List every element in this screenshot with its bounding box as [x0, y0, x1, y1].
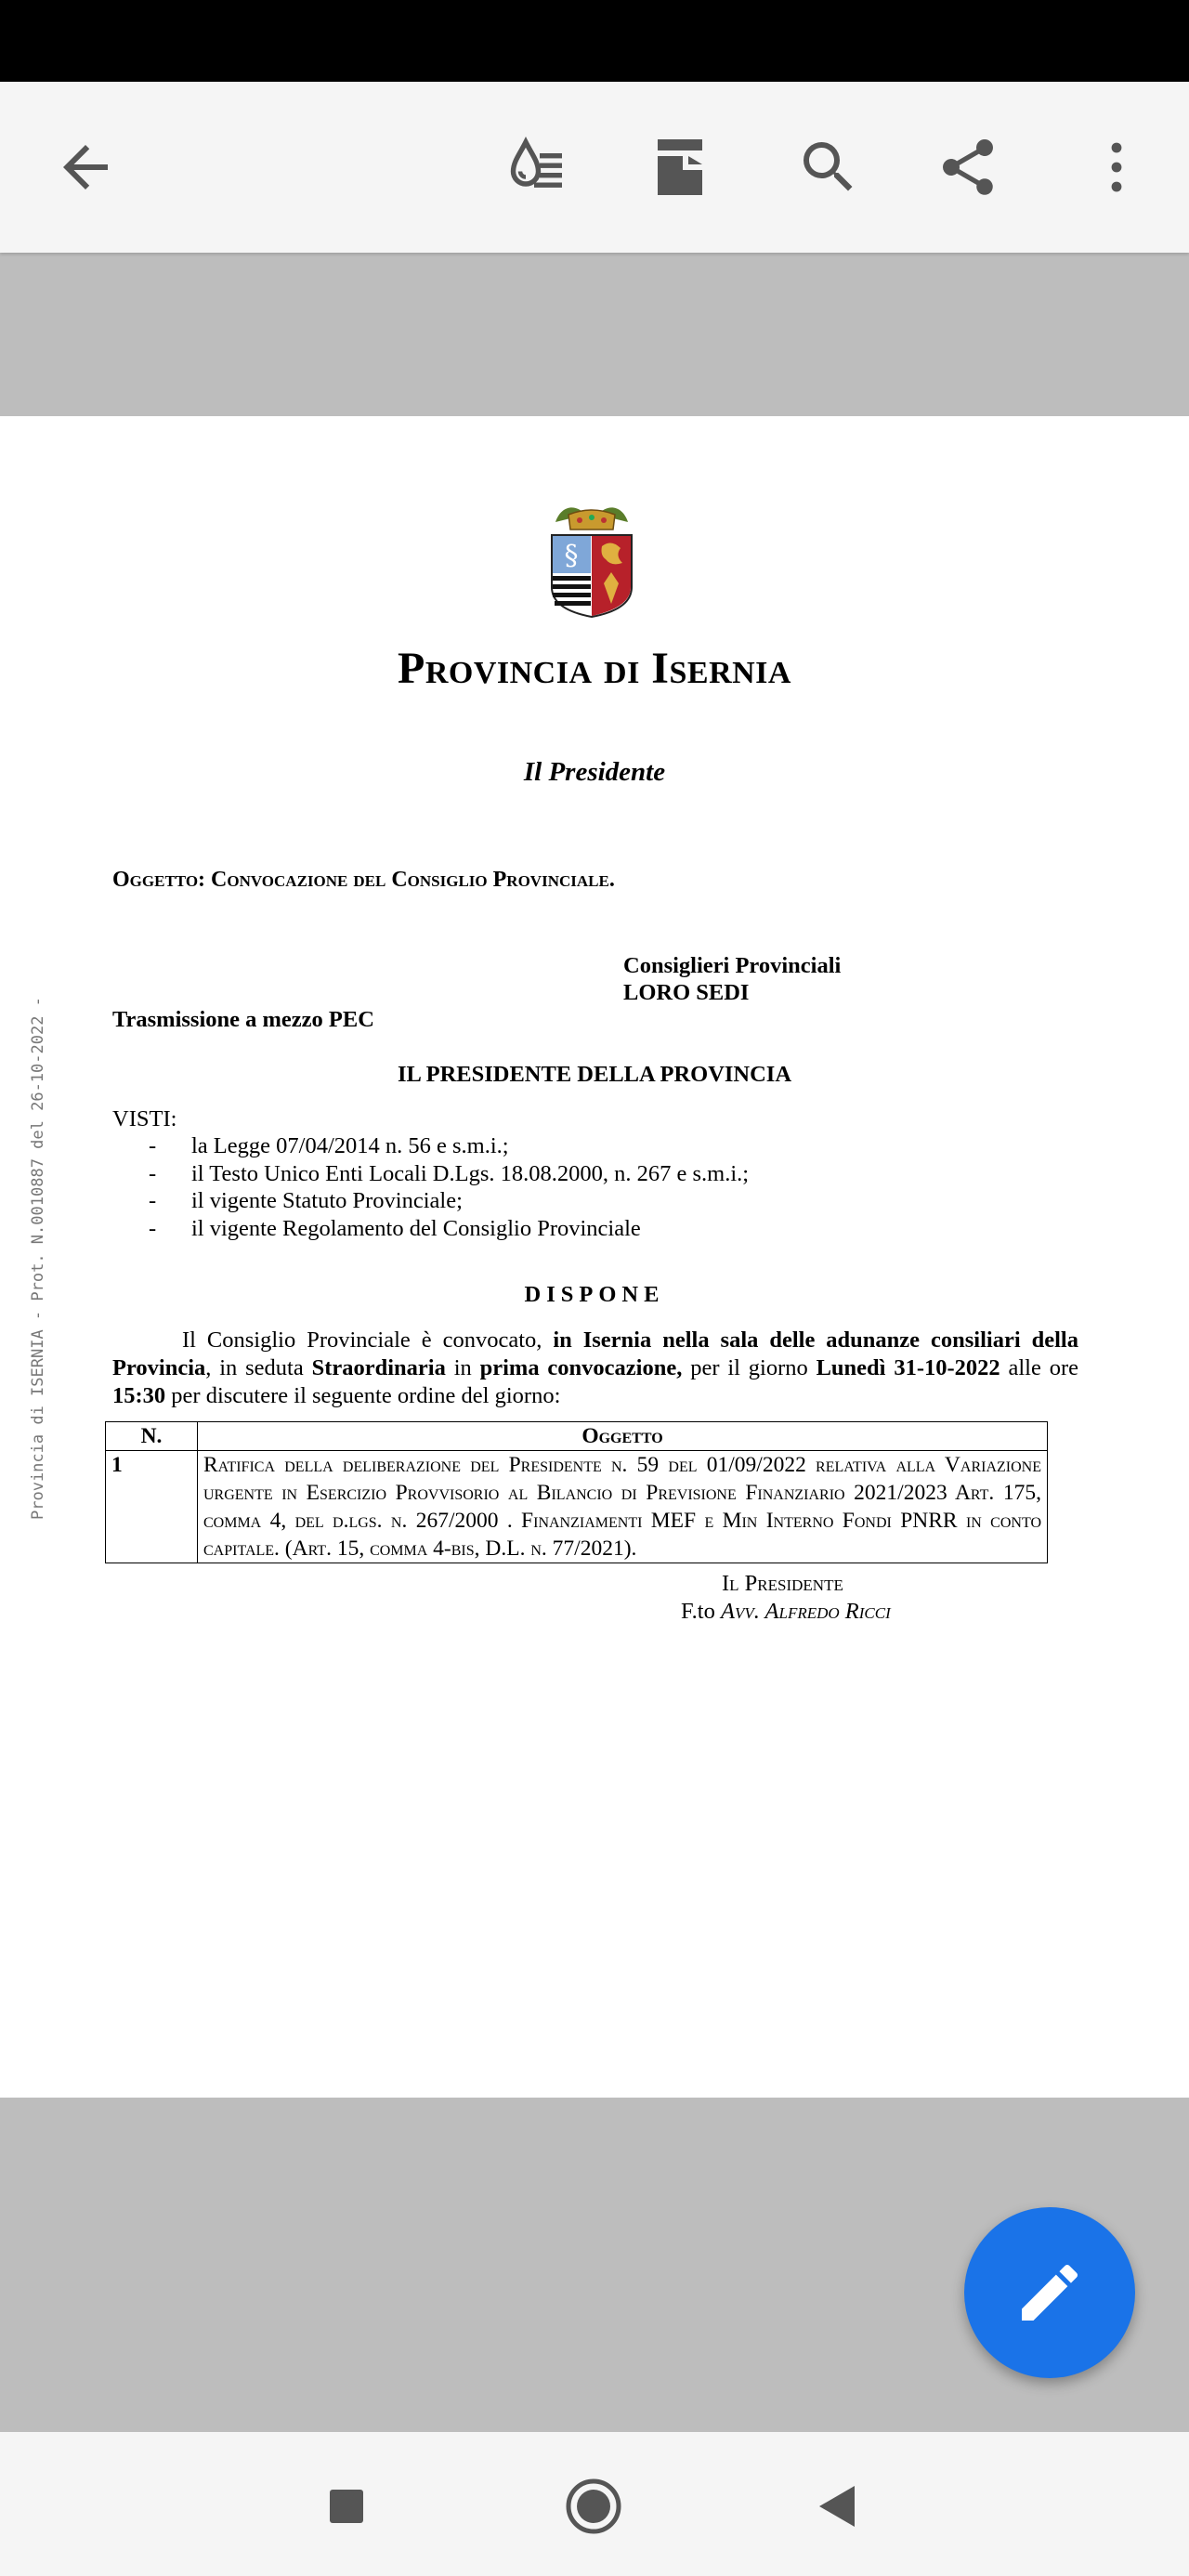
recents-button[interactable]: [305, 2465, 388, 2548]
paragraph-bold: Straordinaria: [311, 1355, 446, 1380]
column-header-subject: Oggetto: [198, 1422, 1048, 1451]
search-button[interactable]: [782, 121, 875, 214]
agenda-item-number: 1: [106, 1451, 198, 1563]
more-options-button[interactable]: [1070, 121, 1163, 214]
signature-name: Avv. Alfredo Ricci: [720, 1599, 891, 1624]
back-button[interactable]: [39, 121, 132, 214]
agenda-item-subject: Ratifica della deliberazione del Presidente n. 59 del 01/09/2022 relativa alla Variazione urgente in Esercizio Provvisorio al Bilancio di Previsione Finanziario 2021/2023 Art. 175, comma 4, del d.lgs. n. 267/2000 . Finanziamenti MEF e Min Interno Fondi PNRR in conto capitale. (Art. 15, comma 4-bis, D.L. n. 77/2021).: [198, 1451, 1048, 1563]
paragraph-text: per discutere il seguente ordine del giorno:: [165, 1383, 561, 1408]
paragraph-bold: 15:30: [112, 1383, 166, 1408]
back-icon: [816, 2484, 858, 2529]
status-bar: [0, 0, 1189, 82]
coat-of-arms-icon: [548, 502, 635, 621]
svg-text:§: §: [564, 540, 579, 572]
list-item: - il Testo Unico Enti Locali D.Lgs. 18.08.2000, n. 267 e s.m.i.;: [149, 1160, 749, 1188]
paragraph-text: in: [445, 1355, 480, 1380]
column-header-number: N.: [106, 1422, 198, 1451]
recipients-block: [623, 952, 841, 1006]
paragraph-bold: Lunedì 31-10-2022: [816, 1355, 1000, 1380]
dispone-heading: DISPONE: [524, 1282, 665, 1307]
top-toolbar: [0, 82, 1189, 253]
transmission-note: Trasmissione a mezzo PEC: [112, 1007, 374, 1032]
visti-label: VISTI:: [112, 1106, 177, 1131]
table-row: [106, 1451, 1048, 1563]
edit-fab-button[interactable]: [964, 2207, 1135, 2378]
paragraph-text: per il giorno: [682, 1355, 817, 1380]
share-button[interactable]: [921, 121, 1014, 214]
home-icon: [564, 2477, 623, 2536]
paragraph-text: , in seduta: [205, 1355, 312, 1380]
paragraph-bold: prima convocazione,: [479, 1355, 683, 1380]
paragraph-text: alle ore: [1000, 1355, 1078, 1380]
ink-drop-icon: [503, 134, 570, 201]
nav-back-button[interactable]: [795, 2465, 879, 2548]
convocation-paragraph: [112, 1327, 1078, 1410]
recents-icon: [328, 2488, 365, 2525]
document-subtitle: Il Presidente: [523, 757, 666, 787]
home-button[interactable]: [552, 2465, 635, 2548]
agenda-table: [105, 1421, 1048, 1563]
subject-line: Oggetto: Convocazione del Consiglio Provinciale.: [112, 868, 615, 892]
recipient-line: LORO SEDI: [623, 980, 750, 1005]
more-vert-icon: [1083, 134, 1150, 201]
share-icon: [934, 134, 1001, 201]
back-arrow-icon: [52, 134, 119, 201]
section-heading: IL PRESIDENTE DELLA PROVINCIA: [397, 1062, 792, 1087]
recipient-line: Consiglieri Provinciali: [623, 953, 842, 978]
visti-list: [149, 1132, 749, 1242]
signature-title: Il Presidente: [722, 1571, 843, 1596]
pencil-icon: [1013, 2256, 1087, 2330]
signature-line: [681, 1598, 891, 1625]
list-item: - il vigente Regolamento del Consiglio Provinciale: [149, 1215, 749, 1243]
page-layout-icon: [647, 134, 713, 201]
paragraph-text: Il Consiglio Provinciale è convocato,: [182, 1327, 554, 1353]
system-navigation-bar: [0, 2432, 1189, 2576]
signature-prefix: F.to: [681, 1599, 721, 1624]
list-item: - la Legge 07/04/2014 n. 56 e s.m.i.;: [149, 1132, 749, 1160]
paragraph-bold: in Isernia nella sala delle adunanze consiliari della Provincia: [112, 1327, 1078, 1380]
table-header-row: [106, 1422, 1048, 1451]
search-icon: [795, 134, 862, 201]
document-title: Provincia di Isernia: [398, 644, 791, 693]
page-layout-button[interactable]: [634, 121, 726, 214]
ink-drop-button[interactable]: [490, 121, 583, 214]
list-item: - il vigente Statuto Provinciale;: [149, 1187, 749, 1215]
protocol-stamp: Provincia di ISERNIA - Prot. N.0010887 del 26-10-2022 -: [29, 997, 47, 1521]
